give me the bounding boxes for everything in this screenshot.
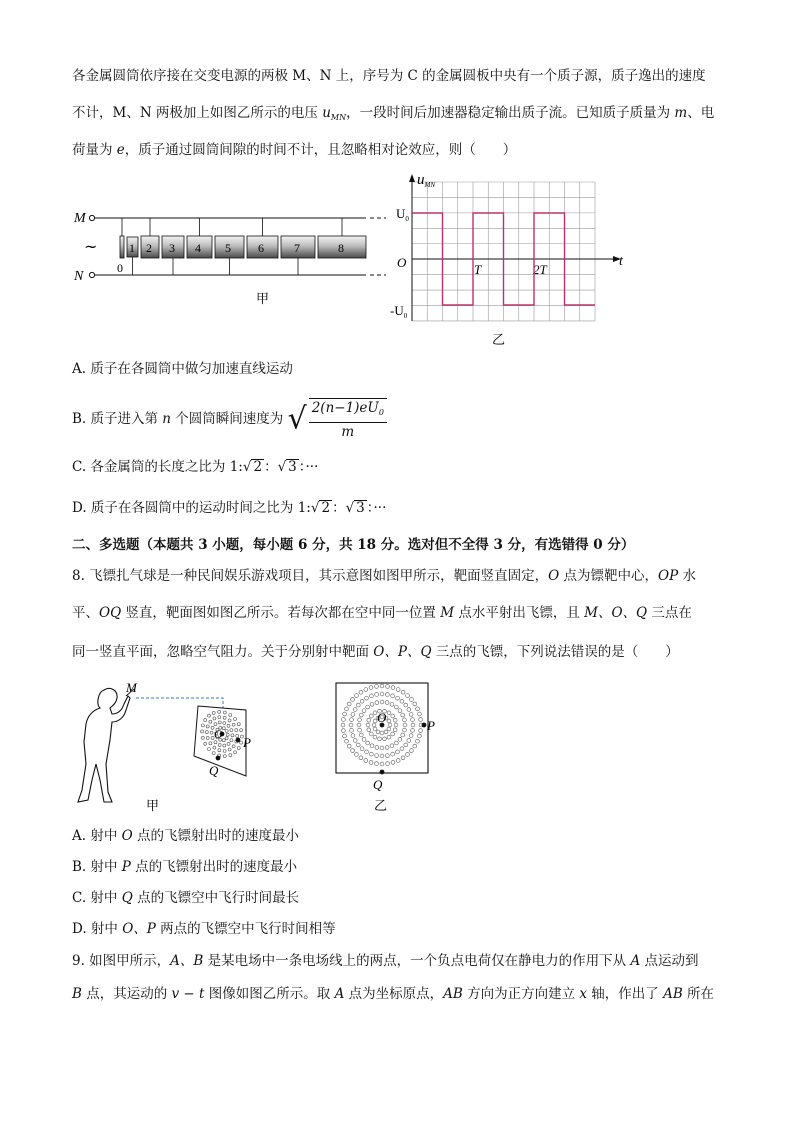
ring-dot (359, 713, 363, 717)
q8-line-1: 8. 飞镖扎气球是一种民间娱乐游戏项目，其示意图如图甲所示，靶面竖直固定，O 点为镖靶中心，OP 水 (72, 568, 696, 584)
ring-dot (227, 742, 230, 745)
ring-dot (362, 709, 366, 713)
ring-dot (390, 702, 394, 706)
ring-dot (207, 748, 210, 751)
y-axis-arrow (409, 174, 415, 182)
ring-dot (345, 739, 349, 743)
ring-dot (398, 709, 402, 713)
ring-dot (227, 724, 230, 727)
thrower-person (78, 688, 130, 802)
svg-text:4: 4 (195, 241, 201, 255)
ring-dot (380, 692, 384, 696)
ring-dot (401, 756, 405, 760)
ring-dot (388, 723, 392, 727)
accelerator-caption: 甲 (256, 292, 270, 307)
ring-dot (418, 734, 422, 738)
ring-dot (393, 718, 397, 722)
ring-dot (375, 754, 379, 758)
ring-dot (413, 702, 417, 706)
velocity-fraction: $\frac{2(n-1)eU_0}{m}$ (309, 398, 387, 441)
ring-dot (366, 723, 370, 727)
ring-dot (401, 690, 405, 694)
target-face-frame (336, 683, 428, 773)
voltage-waveform-chart (388, 168, 638, 348)
svg-text:3: 3 (169, 241, 175, 255)
ring-dot (391, 686, 395, 690)
ring-dot (398, 737, 402, 741)
ring-dot (385, 746, 389, 750)
ring-dot (400, 699, 404, 703)
dart-throw-figure (66, 680, 266, 816)
q7-option-c[interactable]: C. 各金属筒的长度之比为 1:√ 2 ：√ 3 ：··· (72, 459, 319, 475)
origin-label: O (397, 255, 407, 270)
ring-dot (394, 723, 398, 727)
ring-dot (206, 725, 209, 728)
ring-dot (367, 728, 371, 732)
terminal-m-label: M (74, 211, 86, 226)
ring-dot (393, 728, 397, 732)
ring-dot (207, 714, 210, 717)
face-point-o-label: O (377, 710, 387, 725)
ring-dot (359, 733, 363, 737)
ring-dot (240, 729, 243, 732)
ac-source-symbol: ~ (84, 237, 98, 256)
ring-dot (396, 688, 400, 692)
ring-dot (347, 744, 351, 748)
ring-dot (373, 727, 377, 731)
ring-dot (357, 723, 361, 727)
ring-dot (358, 728, 362, 732)
q8-option-d[interactable]: D. 射中 O、P 两点的飞镖空中飞行时间相等 (72, 921, 336, 937)
ring-dot (375, 762, 379, 766)
q9-line-1: 9. 如图甲所示，A、B 是某电场中一条电场线上的两点，一个负点电荷仅在静电力的作用下从 A 点运动到 (72, 953, 699, 969)
ring-dot (372, 723, 376, 727)
tube-5 (215, 236, 244, 275)
q8-line-2: 平、OQ 竖直，靶面图如图乙所示。若每次都在空中同一位置 M 点水平射出飞镖，且 M、O、Q 三点在 (72, 605, 692, 621)
ring-dot (201, 736, 204, 739)
ring-dot (394, 705, 398, 709)
svg-text:2: 2 (146, 241, 152, 255)
ring-dot (234, 717, 237, 720)
tube-4 (187, 218, 212, 258)
ring-dot (360, 699, 364, 703)
ring-dot (373, 735, 377, 739)
ring-dot (406, 753, 410, 757)
ring-dot (214, 723, 217, 726)
ring-dot (411, 723, 415, 727)
q8-option-b[interactable]: B. 射中 P 点的飞镖射出时的速度最小 (72, 859, 298, 875)
ring-dot (419, 729, 423, 733)
ring-dot (384, 730, 388, 734)
ring-dot (380, 754, 384, 758)
ring-dot (204, 718, 207, 721)
ring-dot (342, 729, 346, 733)
u0-tick-label: $U_0$ (396, 206, 409, 223)
point-p-label: P (243, 735, 251, 750)
ring-dot (213, 746, 216, 749)
ring-dot (353, 739, 357, 743)
ring-dot (223, 716, 226, 719)
ring-dot (411, 718, 415, 722)
tube-7 (281, 236, 315, 275)
ring-dot (209, 720, 212, 723)
q9-line-2: B 点，其运动的 v − t 图像如图乙所示。取 A 点为坐标原点，AB 方向为正方向建立 x 轴，作出了 AB 所在 (72, 986, 715, 1002)
tube-1 (127, 237, 138, 275)
ring-dot (223, 711, 226, 714)
ring-dot (401, 713, 405, 717)
ring-dot (206, 736, 209, 739)
ring-dot (230, 739, 233, 742)
ring-dot (375, 746, 379, 750)
ring-dot (391, 694, 395, 698)
ring-dot (364, 688, 368, 692)
svg-text:1: 1 (129, 241, 135, 255)
ring-dot (407, 708, 411, 712)
ring-dot (387, 727, 391, 731)
ring-dot (237, 747, 240, 750)
ring-dot (351, 713, 355, 717)
ring-dot (342, 718, 346, 722)
ring-dot (380, 684, 384, 688)
ring-dot (213, 717, 216, 720)
ring-dot (353, 708, 357, 712)
ring-dot (369, 732, 373, 736)
ring-dot (218, 721, 221, 724)
ring-dot (355, 753, 359, 757)
ring-dot (370, 702, 374, 706)
ring-dot (407, 739, 411, 743)
ring-dot (369, 686, 373, 690)
ring-dot (369, 761, 373, 765)
ring-dot (366, 741, 370, 745)
ring-dot (209, 742, 212, 745)
ring-dot (380, 746, 384, 750)
ring-dot (413, 744, 417, 748)
svg-text:8: 8 (338, 241, 344, 255)
ring-dot (403, 728, 407, 732)
ring-dot (204, 742, 207, 745)
ring-dot (343, 712, 347, 716)
ring-dot (370, 744, 374, 748)
ring-dot (411, 728, 415, 732)
svg-text:7: 7 (294, 241, 300, 255)
ring-dot (225, 729, 228, 732)
ring-dot (229, 713, 232, 716)
ring-dot (234, 751, 237, 754)
point-q-dot (216, 756, 221, 761)
t-tick-label: T (474, 262, 482, 277)
ring-dot (349, 723, 353, 727)
ring-dot (416, 739, 420, 743)
ring-dot (391, 752, 395, 756)
ring-dot (236, 734, 239, 737)
tube-2 (141, 218, 159, 258)
ring-dot (210, 731, 213, 734)
ring-dot (380, 731, 384, 735)
ring-dot (404, 743, 408, 747)
plate-0-label: 0 (117, 261, 123, 275)
ring-dot (226, 733, 229, 736)
ring-dot (218, 716, 221, 719)
ring-dot (394, 741, 398, 745)
ring-dot (350, 718, 354, 722)
ring-dot (385, 701, 389, 705)
ring-dot (410, 749, 414, 753)
ring-dot (229, 754, 232, 757)
q7-line-3: 荷量为 e，质子通过圆筒间隙的时间不计，且忽略相对论效应，则（ ） (72, 142, 517, 158)
ring-dot (364, 759, 368, 763)
ring-dot (401, 733, 405, 737)
face-point-q-dot (380, 770, 385, 775)
dart-throw-caption: 甲 (146, 799, 160, 814)
ring-dot (370, 694, 374, 698)
ring-dot (376, 730, 380, 734)
ring-dot (359, 756, 363, 760)
ring-dot (396, 696, 400, 700)
ring-dot (370, 752, 374, 756)
tube-6 (247, 218, 278, 258)
ring-dot (223, 722, 226, 725)
ring-dot (380, 700, 384, 704)
ring-dot (365, 750, 369, 754)
ring-dot (218, 749, 221, 752)
face-point-q-label: Q (373, 777, 383, 792)
2t-tick-label: 2T (533, 262, 547, 277)
q7-line-2: 不计，M、N 两极加上如图乙所示的电压 $u_{MN}$，一段时间后加速器稳定输出质子流。已知质子质量为 m、电 (72, 105, 715, 122)
ring-dot (343, 734, 347, 738)
point-o-label: O (214, 727, 223, 741)
ring-dot (367, 718, 371, 722)
ring-dot (385, 693, 389, 697)
ring-dot (380, 762, 384, 766)
terminal-m-dot (89, 215, 94, 220)
ring-dot (390, 744, 394, 748)
ring-dot (235, 729, 238, 732)
ring-dot (403, 723, 407, 727)
ring-dot (201, 730, 204, 733)
ring-dot (223, 744, 226, 747)
point-m-label: M (126, 680, 137, 695)
ring-dot (358, 718, 362, 722)
ring-dot (375, 701, 379, 705)
ring-dot (406, 694, 410, 698)
ring-dot (391, 714, 395, 718)
ring-dot (232, 723, 235, 726)
ring-dot (212, 711, 215, 714)
ring-dot (223, 755, 226, 758)
svg-text:5: 5 (225, 241, 231, 255)
q7-option-a[interactable]: A. 质子在各圆筒中做匀加速直线运动 (72, 361, 293, 377)
ring-dot (218, 710, 221, 713)
ring-dot (212, 752, 215, 755)
sqrt-symbol: √ (287, 401, 307, 437)
ring-dot (228, 719, 231, 722)
ring-dot (350, 728, 354, 732)
ring-dot (385, 754, 389, 758)
section-2-heading: 二、多选题（本题共 3 小题，每小题 6 分，共 18 分。选对但不全得 3 分，有选错得 0 分） (72, 537, 635, 553)
target-face-figure (330, 680, 440, 816)
ring-dot (383, 737, 387, 741)
plate-0 (120, 236, 124, 258)
ring-dot (214, 741, 217, 744)
ring-dot (359, 690, 363, 694)
ring-dot (387, 719, 391, 723)
ring-dot (356, 743, 360, 747)
ring-dot (375, 693, 379, 697)
ring-dot (391, 761, 395, 765)
ring-dot (369, 714, 373, 718)
ring-dot (404, 703, 408, 707)
q8-option-c[interactable]: C. 射中 Q 点的飞镖空中飞行时间最长 (72, 890, 300, 906)
svg-text:6: 6 (258, 241, 264, 255)
ring-dot (386, 685, 390, 689)
q8-line-3: 同一竖直平面，忽略空气阻力。关于分别射中靶面 O、P、Q 三点的飞镖，下列说法错误的是（ ） (72, 644, 679, 660)
ring-dot (205, 731, 208, 734)
neg-u0-tick-label: $-U_0$ (390, 303, 408, 320)
face-point-p-label: P (427, 718, 435, 733)
ring-dot (366, 705, 370, 709)
waveform-caption: 乙 (492, 333, 506, 348)
ring-dot (418, 712, 422, 716)
ring-dot (375, 685, 379, 689)
ring-dot (396, 759, 400, 763)
ring-dot (222, 739, 225, 742)
ring-dot (351, 734, 355, 738)
ring-dot (223, 749, 226, 752)
ring-dot (355, 694, 359, 698)
x-axis-label: t (619, 254, 623, 269)
point-p-dot (236, 738, 241, 743)
ring-dot (387, 735, 391, 739)
face-point-p-dot (422, 723, 427, 728)
ring-dot (232, 745, 235, 748)
ring-dot (356, 703, 360, 707)
ring-dot (347, 702, 351, 706)
ring-dot (409, 734, 413, 738)
ring-dot (409, 713, 413, 717)
ring-dot (396, 750, 400, 754)
ring-dot (416, 707, 420, 711)
ring-dot (400, 747, 404, 751)
ring-dot (419, 718, 423, 722)
ring-dot (237, 723, 240, 726)
ring-dot (360, 747, 364, 751)
point-q-label: Q (209, 763, 219, 778)
q7-line-1: 各金属圆筒依序接在交变电源的两极 M、N 上，序号为 C 的金属圆板中央有一个质子源，质子逸出的速度 (72, 68, 706, 84)
ring-dot (403, 718, 407, 722)
y-axis-label: $u_{MN}$ (417, 172, 435, 189)
accelerator-figure (70, 190, 400, 310)
ring-dot (391, 732, 395, 736)
ring-dot (218, 743, 221, 746)
tube-8 (318, 218, 366, 258)
terminal-n-dot (89, 272, 94, 277)
ring-dot (362, 737, 366, 741)
target-face-caption: 乙 (374, 799, 388, 814)
ring-dot (231, 734, 234, 737)
q8-option-a[interactable]: A. 射中 O 点的飞镖射出时的速度最小 (72, 828, 299, 844)
ring-dot (386, 762, 390, 766)
q7-option-d[interactable]: D. 质子在各圆筒中的运动时间之比为 1:√ 2 ：√ 3 ：··· (72, 500, 387, 516)
ring-dot (341, 723, 345, 727)
ring-dot (351, 698, 355, 702)
ring-dot (228, 748, 231, 751)
ring-dot (230, 729, 233, 732)
ring-dot (351, 749, 355, 753)
ring-dot (365, 696, 369, 700)
ring-dot (378, 737, 382, 741)
ring-dot (225, 737, 228, 740)
ring-dot (410, 698, 414, 702)
q7-option-b[interactable]: B. 质子进入第 n 个圆筒瞬间速度为 √ $\frac{2(n-1)eU_0}{m}$ (72, 398, 387, 441)
ring-dot (345, 707, 349, 711)
ring-dot (387, 711, 391, 715)
terminal-n-label: N (74, 269, 84, 284)
tube-3 (162, 236, 184, 275)
ring-dot (222, 727, 225, 730)
ring-dot (201, 724, 204, 727)
